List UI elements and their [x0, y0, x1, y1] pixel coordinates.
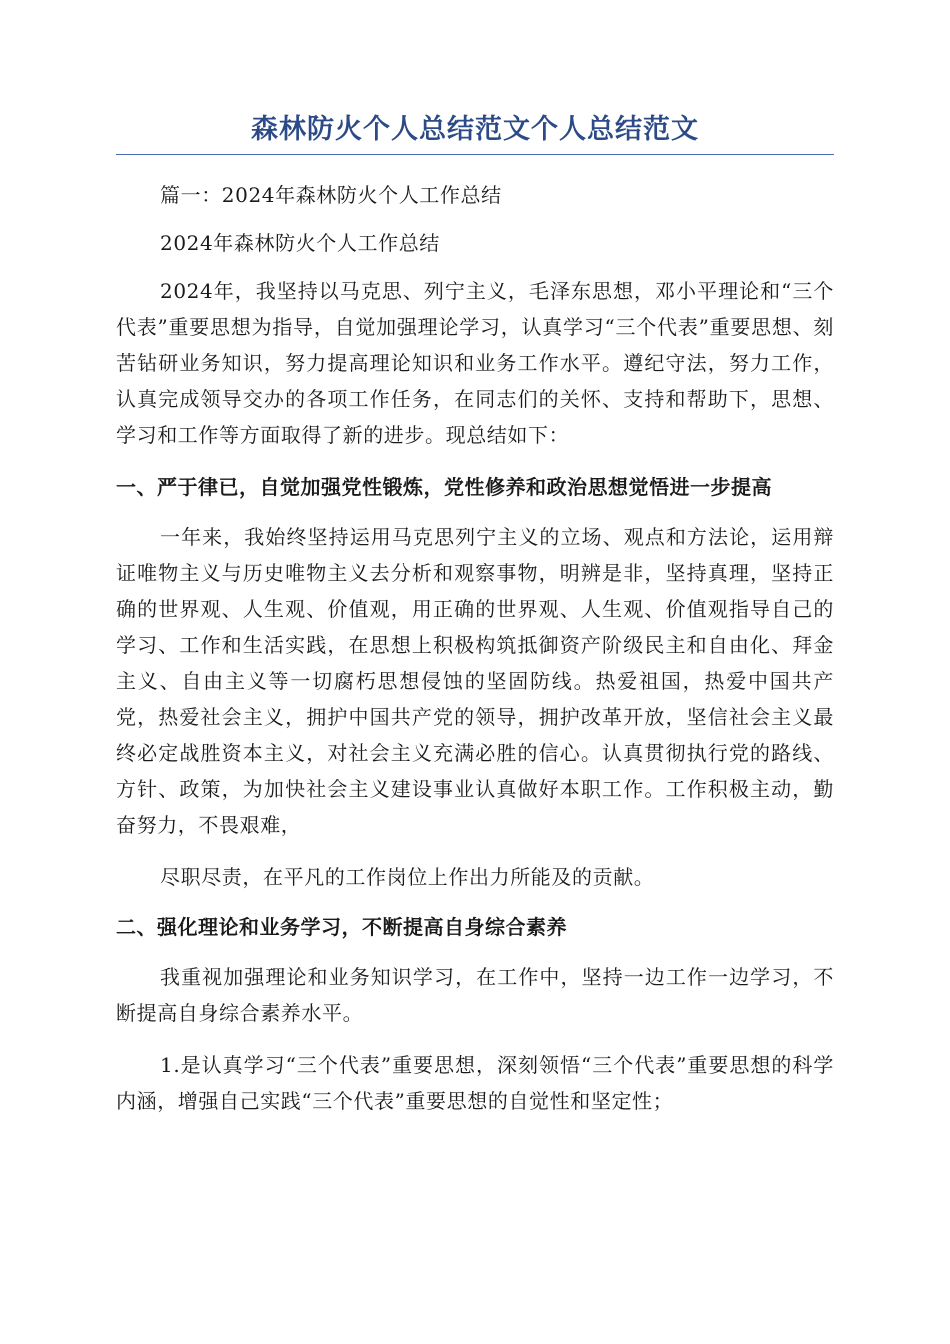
section-2-paragraph: 我重视加强理论和业务知识学习，在工作中，坚持一边工作一边学习，不断提高自身综合素养水平。 [116, 965, 834, 1025]
subtitle-paragraph: 篇一：2024年森林防火个人工作总结 [160, 183, 502, 207]
section-heading-2: 二、强化理论和业务学习，不断提高自身综合素养 [116, 915, 567, 939]
section-heading-1: 一、严于律已，自觉加强党性锻炼，党性修养和政治思想觉悟进一步提高 [116, 475, 772, 499]
section-1-closing-paragraph: 尽职尽责，在平凡的工作岗位上作出力所能及的贡献。 [160, 865, 655, 889]
document-page [116, 108, 834, 1119]
section-1-paragraph: 一年来，我始终坚持运用马克思列宁主义的立场、观点和方法论，运用辩证唯物主义与历史唯物主义去分析和观察事物，明辨是非，坚持真理，坚持正确的世界观、人生观、价值观，用正确的世界观、人生观、价值观指导自己的学习、工作和生活实践，在思想上积极构筑抵御资产阶级民主和自由化、拜金主义、自由主义等一切腐朽思想侵蚀的坚固防线。热爱祖国，热爱中国共产党，热爱社会主义，拥护中国共产党的领导，拥护改革开放，坚信社会主义最终必定战胜资本主义，对社会主义充满必胜的信心。认真贯彻执行党的路线、方针、政策，为加快社会主义建设事业认真做好本职工作。工作积极主动，勤奋努力，不畏艰难， [116, 525, 834, 837]
intro-paragraph: 2024年，我坚持以马克思、列宁主义，毛泽东思想，邓小平理论和“三个代表”重要思想为指导，自觉加强理论学习，认真学习“三个代表”重要思想、刻苦钻研业务知识，努力提高理论知识和业务工作水平。遵纪守法，努力工作，认真完成领导交办的各项工作任务，在同志们的关怀、支持和帮助下，思想、学习和工作等方面取得了新的进步。现总结如下： [116, 279, 834, 447]
title-underline [116, 154, 834, 155]
report-title-paragraph: 2024年森林防火个人工作总结 [160, 231, 440, 255]
list-item-1-paragraph: 1.是认真学习“三个代表”重要思想，深刻领悟“三个代表”重要思想的科学内涵，增强自己实践“三个代表”重要思想的自觉性和坚定性； [116, 1053, 834, 1113]
document-title: 森林防火个人总结范文个人总结范文 [251, 114, 699, 145]
